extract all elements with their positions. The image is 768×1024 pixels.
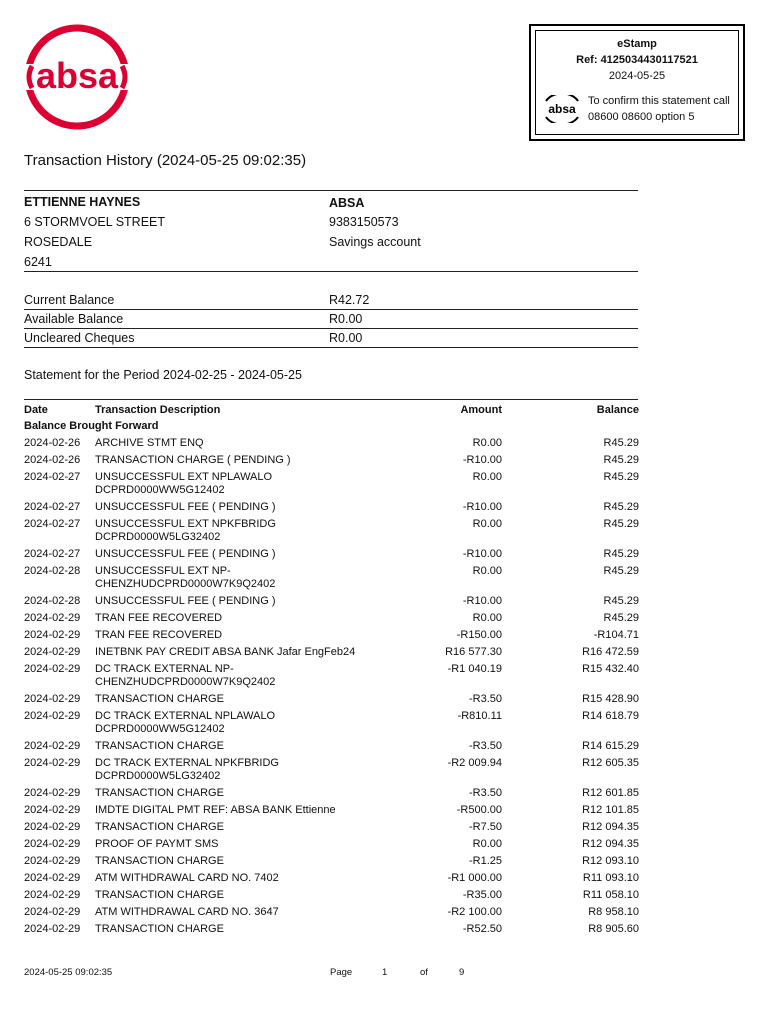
row-date: 2024-02-29 <box>24 710 81 722</box>
col-header-date: Date <box>24 404 48 416</box>
row-date: 2024-02-29 <box>24 740 81 752</box>
row-amount: R0.00 <box>472 437 502 449</box>
row-amount: -R7.50 <box>468 821 502 833</box>
row-balance: R8 958.10 <box>588 906 639 918</box>
row-amount: -R3.50 <box>468 693 502 705</box>
row-description: ATM WITHDRAWAL CARD NO. 7402 <box>95 872 279 884</box>
row-amount: -R52.50 <box>462 923 502 935</box>
row-balance: R12 605.35 <box>582 757 639 769</box>
estamp-box <box>529 24 745 141</box>
customer-address-line2: ROSEDALE <box>24 235 93 249</box>
col-header-amount: Amount <box>460 404 502 416</box>
row-amount: R0.00 <box>472 612 502 624</box>
row-balance: R45.29 <box>603 437 639 449</box>
row-amount: R0.00 <box>472 565 502 577</box>
row-amount: -R3.50 <box>468 740 502 752</box>
row-description: IMDTE DIGITAL PMT REF: ABSA BANK Ettienne <box>95 804 336 816</box>
divider <box>24 271 638 272</box>
row-amount: -R10.00 <box>462 454 502 466</box>
footer-page-number: 1 <box>382 967 388 978</box>
row-description: TRANSACTION CHARGE <box>95 889 224 901</box>
row-description: TRANSACTION CHARGE <box>95 740 224 752</box>
estamp-note-line2: 08600 08600 option 5 <box>588 111 695 123</box>
row-description: DCPRD0000W5LG32402 <box>95 770 221 782</box>
row-amount: -R3.50 <box>468 787 502 799</box>
row-description: TRAN FEE RECOVERED <box>95 612 223 624</box>
row-balance: R45.29 <box>603 548 639 560</box>
row-balance: -R104.71 <box>593 629 639 641</box>
row-balance: R45.29 <box>603 518 639 530</box>
row-date: 2024-02-29 <box>24 629 81 641</box>
account-type: Savings account <box>329 235 421 249</box>
customer-address-line1: 6 STORMVOEL STREET <box>24 215 166 229</box>
row-description: DC TRACK EXTERNAL NPLAWALO <box>95 710 276 722</box>
svg-text:absa: absa <box>35 55 119 96</box>
row-description: DC TRACK EXTERNAL NPKFBRIDG <box>95 757 279 769</box>
row-date: 2024-02-29 <box>24 821 81 833</box>
row-date: 2024-02-29 <box>24 663 81 675</box>
row-date: 2024-02-26 <box>24 437 81 449</box>
row-amount: -R35.00 <box>462 889 502 901</box>
current-balance-value: R42.72 <box>329 293 370 307</box>
row-amount: R0.00 <box>472 471 502 483</box>
row-amount: -R1 000.00 <box>447 872 502 884</box>
row-description: TRANSACTION CHARGE <box>95 693 224 705</box>
page-title: Transaction History (2024-05-25 09:02:35) <box>24 152 307 169</box>
row-amount: R0.00 <box>472 838 502 850</box>
row-description: TRANSACTION CHARGE <box>95 821 224 833</box>
row-date: 2024-02-27 <box>24 501 81 513</box>
statement-period: Statement for the Period 2024-02-25 - 2024-05-25 <box>24 368 302 382</box>
row-description: UNSUCCESSFUL EXT NP- <box>95 565 231 577</box>
row-date: 2024-02-29 <box>24 757 81 769</box>
row-date: 2024-02-29 <box>24 906 81 918</box>
row-description: DCPRD0000W5LG32402 <box>95 531 221 543</box>
row-balance: R45.29 <box>603 501 639 513</box>
col-header-balance: Balance <box>596 404 639 416</box>
current-balance-label: Current Balance <box>24 293 115 307</box>
row-description: CHENZHUDCPRD0000W7K9Q2402 <box>95 676 276 688</box>
row-date: 2024-02-29 <box>24 923 81 935</box>
row-balance: R45.29 <box>603 612 639 624</box>
row-description: TRANSACTION CHARGE <box>95 923 224 935</box>
row-balance: R45.29 <box>603 471 639 483</box>
row-amount: -R2 100.00 <box>447 906 502 918</box>
col-header-description: Transaction Description <box>95 404 221 416</box>
row-date: 2024-02-28 <box>24 595 81 607</box>
row-date: 2024-02-26 <box>24 454 81 466</box>
row-balance: R12 601.85 <box>582 787 639 799</box>
row-balance: R15 428.90 <box>582 693 639 705</box>
row-description: DCPRD0000WW5G12402 <box>95 723 225 735</box>
divider <box>24 328 638 329</box>
row-balance: R45.29 <box>603 595 639 607</box>
row-amount: -R500.00 <box>456 804 502 816</box>
customer-postcode: 6241 <box>24 255 52 269</box>
divider <box>24 347 638 348</box>
row-balance: R14 615.29 <box>582 740 639 752</box>
row-balance: R15 432.40 <box>582 663 639 675</box>
row-balance: R14 618.79 <box>582 710 639 722</box>
customer-name: ETTIENNE HAYNES <box>24 195 141 209</box>
estamp-date: 2024-05-25 <box>608 70 666 82</box>
row-amount: -R10.00 <box>462 548 502 560</box>
row-balance: R8 905.60 <box>588 923 639 935</box>
divider <box>24 190 638 191</box>
row-date: 2024-02-29 <box>24 693 81 705</box>
svg-text:absa: absa <box>548 102 576 116</box>
footer-total-pages: 9 <box>459 967 465 978</box>
row-amount: -R2 009.94 <box>447 757 502 769</box>
row-description: PROOF OF PAYMT SMS <box>95 838 219 850</box>
row-balance: R11 058.10 <box>582 889 639 901</box>
row-balance: R12 094.35 <box>582 838 639 850</box>
footer-page-label: Page <box>330 967 353 978</box>
balance-brought-forward: Balance Brought Forward <box>24 420 159 432</box>
row-date: 2024-02-27 <box>24 518 81 530</box>
uncleared-cheques-label: Uncleared Cheques <box>24 331 135 345</box>
uncleared-cheques-value: R0.00 <box>329 331 363 345</box>
row-balance: R16 472.59 <box>582 646 639 658</box>
row-description: TRAN FEE RECOVERED <box>95 629 223 641</box>
estamp-absa-logo <box>540 95 584 123</box>
estamp-note-line1: To confirm this statement call <box>588 95 730 107</box>
row-description: TRANSACTION CHARGE <box>95 787 224 799</box>
row-description: TRANSACTION CHARGE ( PENDING ) <box>95 454 291 466</box>
row-amount: -R150.00 <box>456 629 502 641</box>
divider <box>24 399 638 400</box>
row-amount: -R810.11 <box>457 710 502 722</box>
available-balance-value: R0.00 <box>329 312 363 326</box>
estamp-title: eStamp <box>617 38 657 50</box>
row-description: INETBNK PAY CREDIT ABSA BANK Jafar EngFeb24 <box>95 646 356 658</box>
row-amount: -R10.00 <box>462 501 502 513</box>
available-balance-label: Available Balance <box>24 312 124 326</box>
row-description: DCPRD0000WW5G12402 <box>95 484 225 496</box>
row-amount: -R1 040.19 <box>447 663 502 675</box>
row-description: UNSUCCESSFUL EXT NPKFBRIDG <box>95 518 276 530</box>
row-date: 2024-02-29 <box>24 872 81 884</box>
account-bank: ABSA <box>329 196 365 210</box>
row-amount: -R1.25 <box>468 855 502 867</box>
row-date: 2024-02-29 <box>24 889 81 901</box>
row-amount: -R10.00 <box>462 595 502 607</box>
row-description: UNSUCCESSFUL FEE ( PENDING ) <box>95 501 276 513</box>
divider <box>24 309 638 310</box>
row-balance: R45.29 <box>603 454 639 466</box>
row-date: 2024-02-29 <box>24 855 81 867</box>
row-description: DC TRACK EXTERNAL NP- <box>95 663 234 675</box>
row-description: TRANSACTION CHARGE <box>95 855 224 867</box>
row-description: UNSUCCESSFUL FEE ( PENDING ) <box>95 595 276 607</box>
account-number: 9383150573 <box>329 215 399 229</box>
row-date: 2024-02-27 <box>24 471 81 483</box>
row-balance: R11 093.10 <box>582 872 639 884</box>
row-description: UNSUCCESSFUL FEE ( PENDING ) <box>95 548 276 560</box>
row-date: 2024-02-29 <box>24 646 81 658</box>
estamp-ref: Ref: 4125034430117521 <box>576 54 698 66</box>
row-balance: R12 094.35 <box>582 821 639 833</box>
row-date: 2024-02-29 <box>24 838 81 850</box>
row-balance: R45.29 <box>603 565 639 577</box>
row-date: 2024-02-28 <box>24 565 81 577</box>
row-description: CHENZHUDCPRD0000W7K9Q2402 <box>95 578 276 590</box>
absa-logo <box>24 24 130 130</box>
row-date: 2024-02-29 <box>24 804 81 816</box>
row-amount: R0.00 <box>472 518 502 530</box>
row-balance: R12 093.10 <box>582 855 639 867</box>
row-description: ARCHIVE STMT ENQ <box>95 437 204 449</box>
row-description: ATM WITHDRAWAL CARD NO. 3647 <box>95 906 279 918</box>
row-amount: R16 577.30 <box>445 646 502 658</box>
row-description: UNSUCCESSFUL EXT NPLAWALO <box>95 471 273 483</box>
row-date: 2024-02-29 <box>24 787 81 799</box>
footer-timestamp: 2024-05-25 09:02:35 <box>24 967 113 978</box>
row-date: 2024-02-29 <box>24 612 81 624</box>
footer-of-label: of <box>420 967 428 978</box>
row-date: 2024-02-27 <box>24 548 81 560</box>
row-balance: R12 101.85 <box>582 804 639 816</box>
